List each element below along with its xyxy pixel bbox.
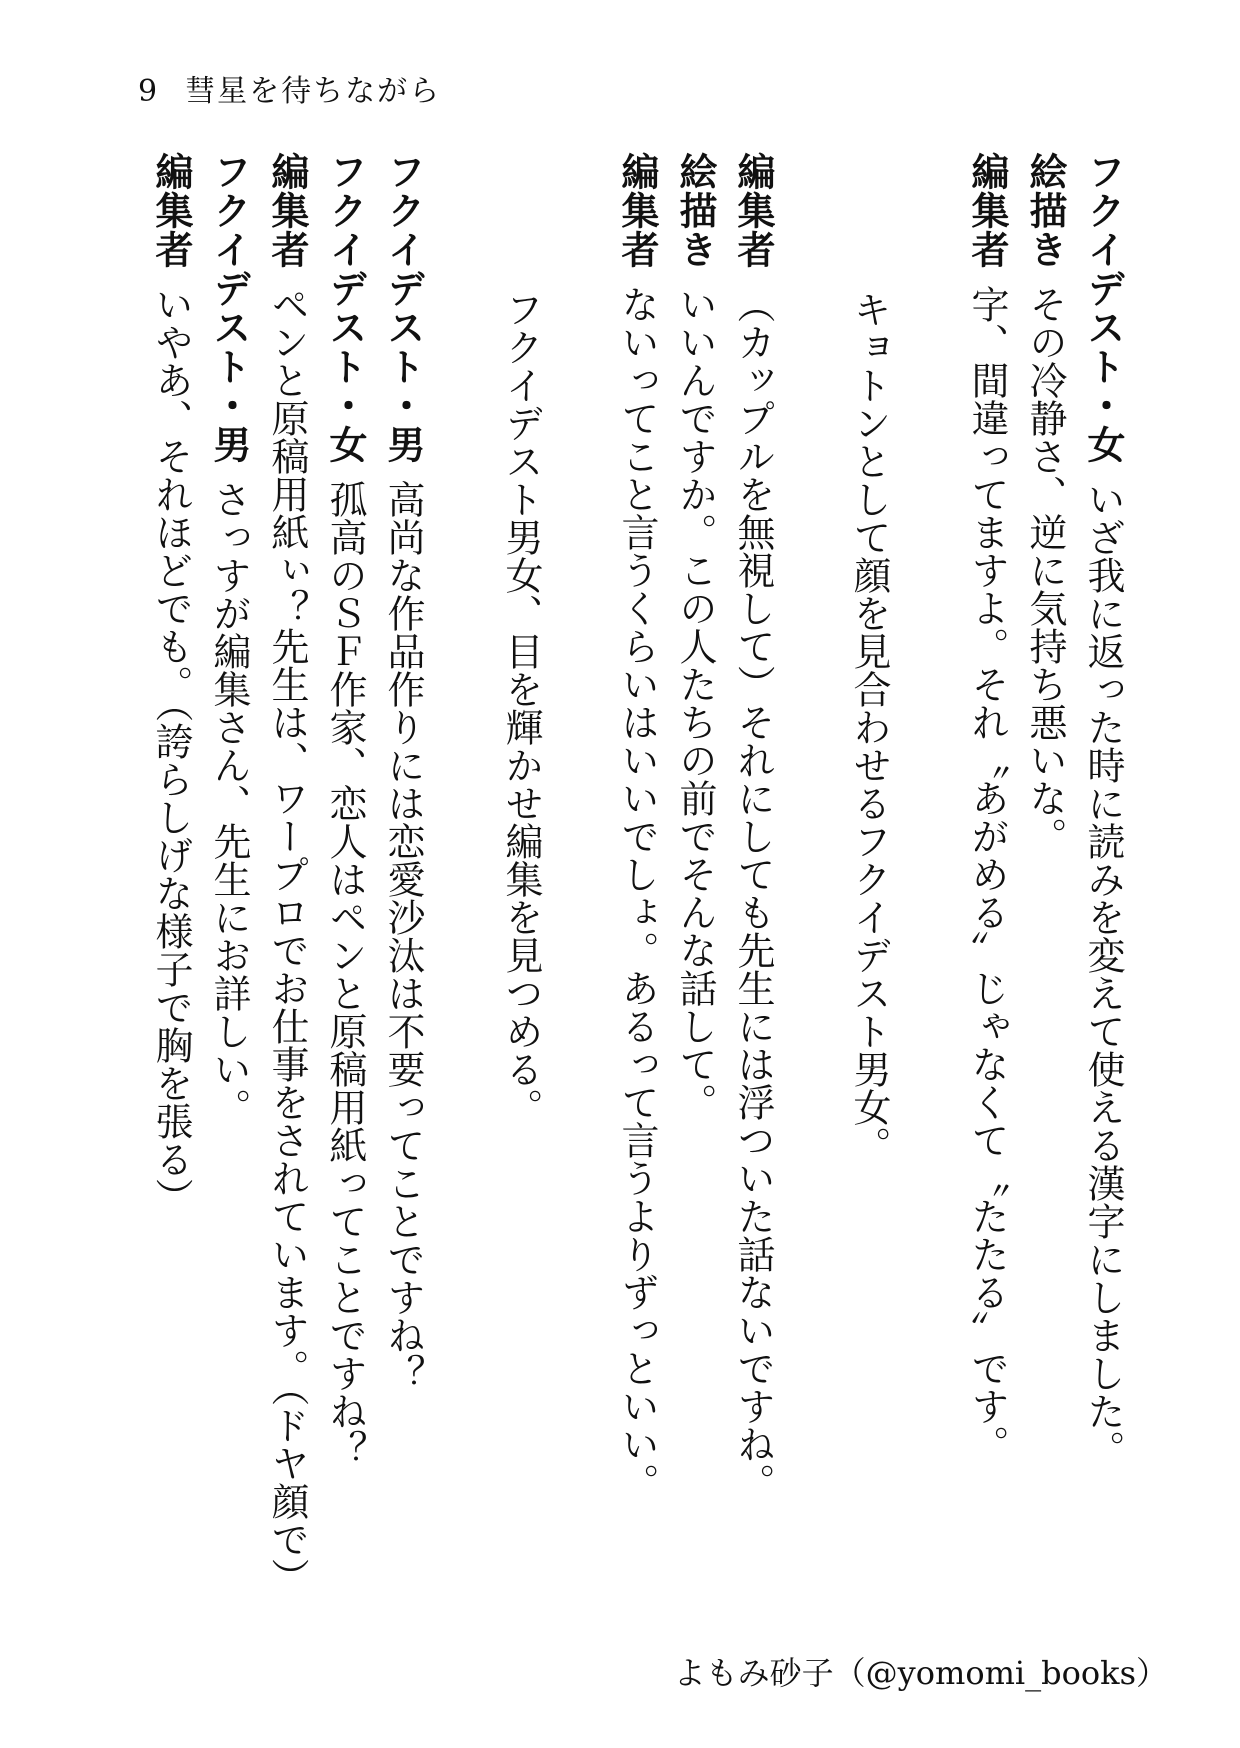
speaker-name: フクイデスト・女 <box>323 152 367 464</box>
speaker-name: 編集者 <box>265 152 309 269</box>
dialogue-text: いいんですか。この人たちの前でそんな話して。 <box>673 285 717 1121</box>
dialogue-text: いざ我に返った時に読みを変えて使える漢字にしました。 <box>1081 480 1125 1468</box>
speaker-name: 編集者 <box>615 152 659 269</box>
dialogue-line <box>1076 152 1130 1592</box>
speaker-name: 編集者 <box>149 152 193 269</box>
dialogue-text: ないってこと言うくらいはいいでしょ。あるって言うよりずっといい。 <box>615 285 659 1501</box>
speaker-name: フクイデスト・女 <box>1081 152 1125 464</box>
dialogue-line <box>1018 152 1072 1592</box>
page-number: 9 <box>138 74 160 109</box>
speaker-name: フクイデスト・男 <box>381 152 425 464</box>
speaker-name: 編集者 <box>731 152 775 269</box>
speaker-name: 絵描き <box>1023 152 1067 269</box>
dialogue-line <box>144 152 198 1592</box>
author-credit: よもみ砂子（@yomomi_books） <box>673 1654 1168 1692</box>
dialogue-text: ペンと原稿用紙ぃ？先生は、ワープロでお仕事をされています。（ドヤ顔で） <box>265 285 309 1596</box>
dialogue-text: いやあ、それほどでも。（誇らしげな様子で胸を張る） <box>149 285 193 1216</box>
page-header <box>138 66 441 110</box>
stage-direction-text: キョトンとして顔を見合わせるフクイデスト男女。 <box>847 290 891 1164</box>
dialogue-text: 高尚な作品作りには恋愛沙汰は不要ってことですね？ <box>381 480 425 1392</box>
dialogue-line <box>610 152 664 1592</box>
dialogue-line <box>318 152 372 1592</box>
dialogue-line <box>668 152 722 1592</box>
chapter-title: 彗星を待ちながら <box>185 74 442 109</box>
dialogue-line <box>376 152 430 1592</box>
dialogue-line <box>202 152 256 1592</box>
stage-direction-text: フクイデスト男女、目を輝かせ編集を見つめる。 <box>499 290 543 1126</box>
dialogue-line <box>726 152 780 1592</box>
dialogue-text: さっすが編集さん、先生にお詳しい。 <box>207 480 251 1126</box>
stage-direction <box>494 290 548 1730</box>
speaker-name: 絵描き <box>673 152 717 269</box>
dialogue-text: その冷静さ、逆に気持ち悪いな。 <box>1023 285 1067 855</box>
dialogue-line <box>960 152 1014 1592</box>
speaker-name: 編集者 <box>965 152 1009 269</box>
stage-direction <box>842 290 896 1730</box>
dialogue-line <box>260 152 314 1596</box>
dialogue-text: 孤高のＳＦ作家、恋人はペンと原稿用紙ってことですね？ <box>323 480 367 1468</box>
dialogue-text: 字、間違ってますよ。それ〝あがめる〟じゃなくて〝たたる〟です。 <box>965 285 1009 1463</box>
dialogue-text: （カップルを無視して）それにしても先生には浮ついた話ないですね。 <box>731 285 775 1501</box>
speaker-name: フクイデスト・男 <box>207 152 251 464</box>
